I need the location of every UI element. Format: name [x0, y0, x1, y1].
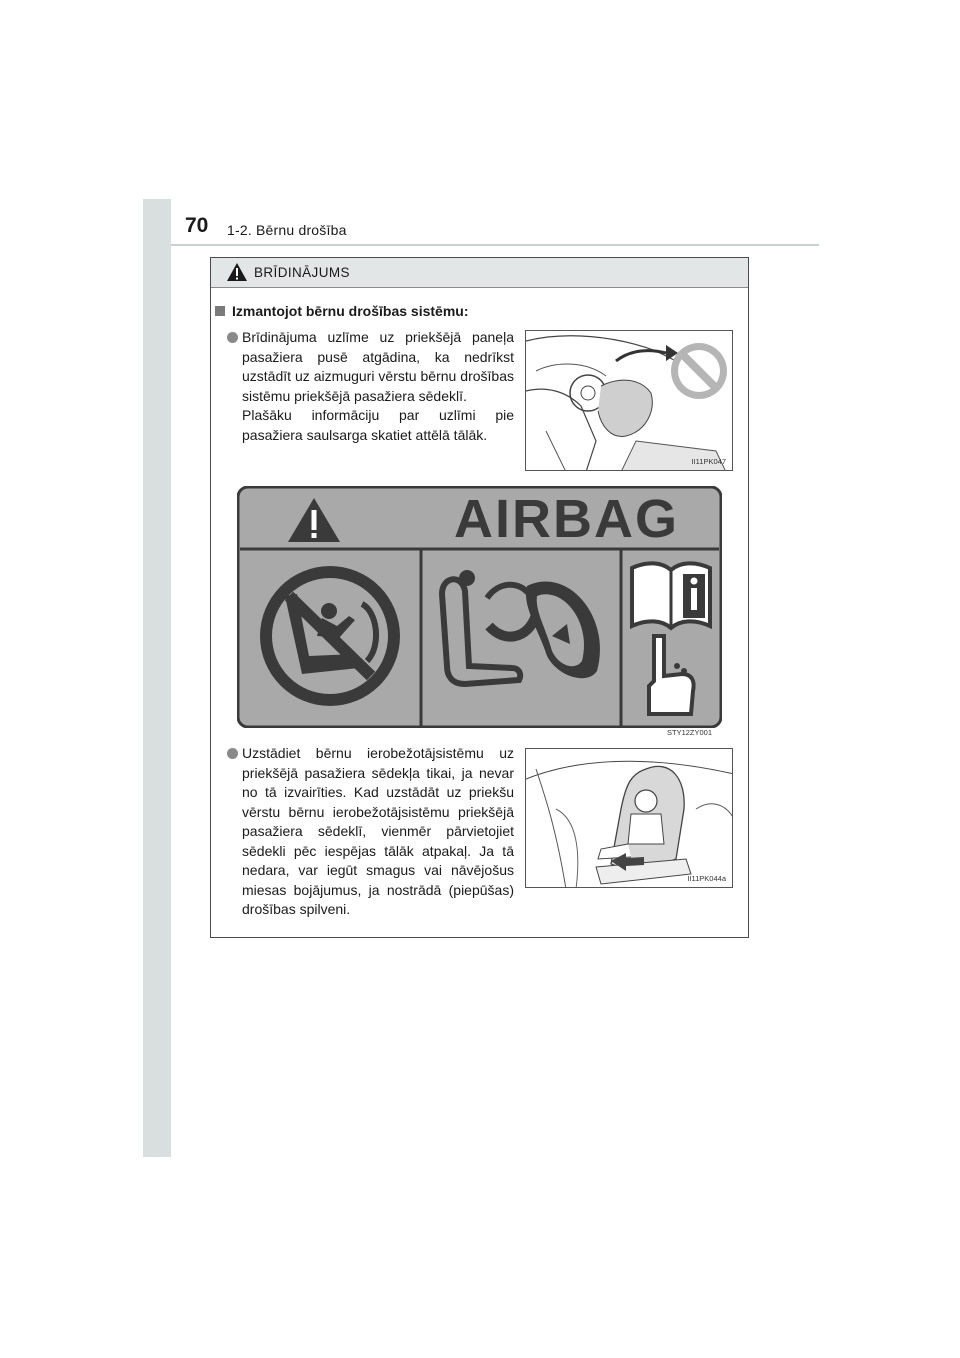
airbag-word: AIRBAG: [454, 489, 679, 549]
side-strip: [143, 199, 171, 1157]
paragraph-1: [242, 328, 514, 445]
warning-triangle-icon: [226, 262, 248, 282]
airbag-warning-label: [237, 486, 722, 728]
bullet-icon: [227, 332, 238, 343]
page-number: 70: [185, 214, 209, 237]
warning-header: [211, 258, 748, 288]
paragraph-1-text: Brīdinājuma uzlīme uz priekšējā paneļa pasažiera pusē atgādina, ka nedrīkst uzstādīt uz aizmuguri vērstu bērnu drošības sistēmu priekšējā pasažiera sēdeklī.: [242, 329, 514, 404]
square-bullet-icon: [215, 306, 225, 316]
header-rule: [171, 244, 819, 246]
dashboard-airbag-figure: [525, 330, 733, 471]
paragraph-2-text: Uzstādiet bērnu ierobežotājsistēmu uz priekšējā pasažiera sēdekļa tikai, ja nevar no tā izvairīties. Kad uzstādāt uz priekšu vērstu bērnu ierobežotājsistēmu priekšējā pasažiera sēdeklī, vienmēr pārvietojiet sēdekli pēc iespējas tālāk atpakaļ. Ja tā nedara, var iegūt smagus vai nāvējošus miesas bojājumus, ja nostrādā (piepūšas) drošības spilveni.: [242, 745, 514, 917]
no-rear-facing-seat-icon: [260, 566, 400, 706]
section-title: 1-2. Bērnu drošība: [227, 222, 347, 238]
bullet-icon: [227, 748, 238, 759]
manual-info-icon: [632, 563, 710, 628]
warning-box: [210, 257, 749, 938]
child-seat-illustration: [526, 749, 733, 888]
paragraph-2: [242, 744, 514, 920]
figure-code: II11PK047: [691, 457, 726, 466]
dashboard-illustration: [526, 331, 733, 471]
label-figure-code: STY12ZY001: [667, 728, 713, 737]
child-seat-figure: [525, 748, 733, 888]
warning-title: BRĪDINĀJUMS: [254, 265, 350, 280]
warning-subheading: Izmantojot bērnu drošības sistēmu:: [215, 303, 468, 319]
figure-code: II11PK044a: [687, 874, 726, 883]
paragraph-1b-text: Plašāku informāciju par uzlīmi pie pasažiera saulsarga skatiet attēlā tālāk.: [242, 407, 514, 443]
